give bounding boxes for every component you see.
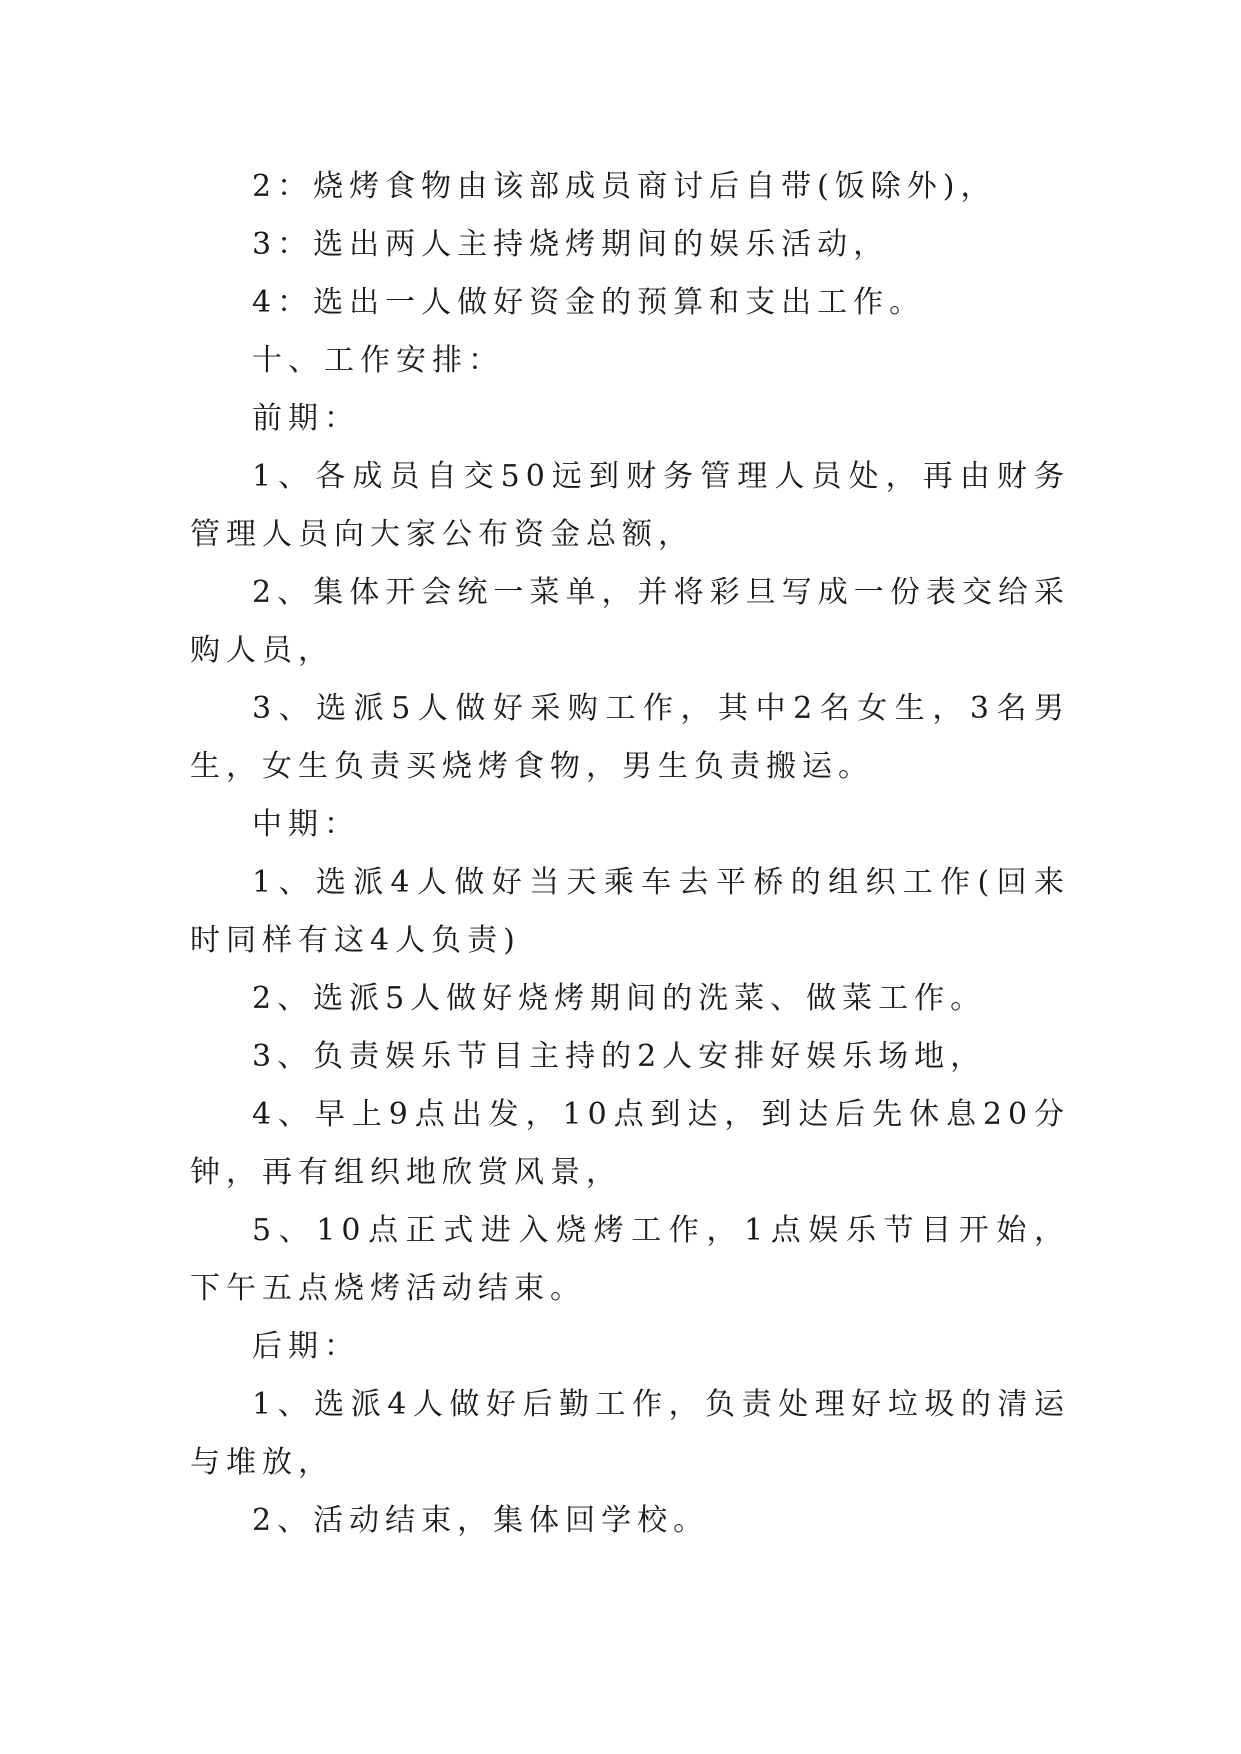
paragraph-1: 2：烧烤食物由该部成员商讨后自带(饭除外)， [252, 169, 997, 204]
paragraph-middle-2: 2、选派5人做好烧烤期间的洗菜、做菜工作。 [252, 981, 987, 1016]
paragraph-late-2: 2、活动结束，集体回学校。 [252, 1503, 710, 1538]
paragraph-3: 4：选出一人做好资金的预算和支出工作。 [252, 285, 926, 320]
document-body [190, 158, 1070, 1550]
paragraph-early-1: 1、各成员自交50远到财务管理人员处，再由财务管理人员向大家公布资金总额， [190, 459, 1070, 552]
paragraph-middle-4: 4、早上9点出发，10点到达，到达后先休息20分钟，再有组织地欣赏风景， [190, 1097, 1070, 1190]
paragraph-middle-3: 3、负责娱乐节目主持的2人安排好娱乐场地， [252, 1039, 987, 1074]
paragraph-middle-1: 1、选派4人做好当天乘车去平桥的组织工作(回来时同样有这4人负责) [190, 865, 1070, 958]
phase-heading-early: 前期： [252, 401, 360, 436]
section-heading-work-arrangement: 十、工作安排： [252, 343, 504, 378]
paragraph-early-2: 2、集体开会统一菜单，并将彩旦写成一份表交给采购人员， [190, 575, 1070, 668]
phase-heading-middle: 中期： [252, 807, 360, 842]
paragraph-late-1: 1、选派4人做好后勤工作，负责处理好垃圾的清运与堆放， [190, 1387, 1070, 1480]
paragraph-2: 3：选出两人主持烧烤期间的娱乐活动， [252, 227, 890, 262]
paragraph-early-3: 3、选派5人做好采购工作，其中2名女生，3名男生，女生负责买烧烤食物，男生负责搬运。 [190, 691, 1070, 784]
phase-heading-late: 后期： [252, 1329, 360, 1364]
paragraph-middle-5: 5、10点正式进入烧烤工作，1点娱乐节目开始，下午五点烧烤活动结束。 [190, 1213, 1070, 1306]
